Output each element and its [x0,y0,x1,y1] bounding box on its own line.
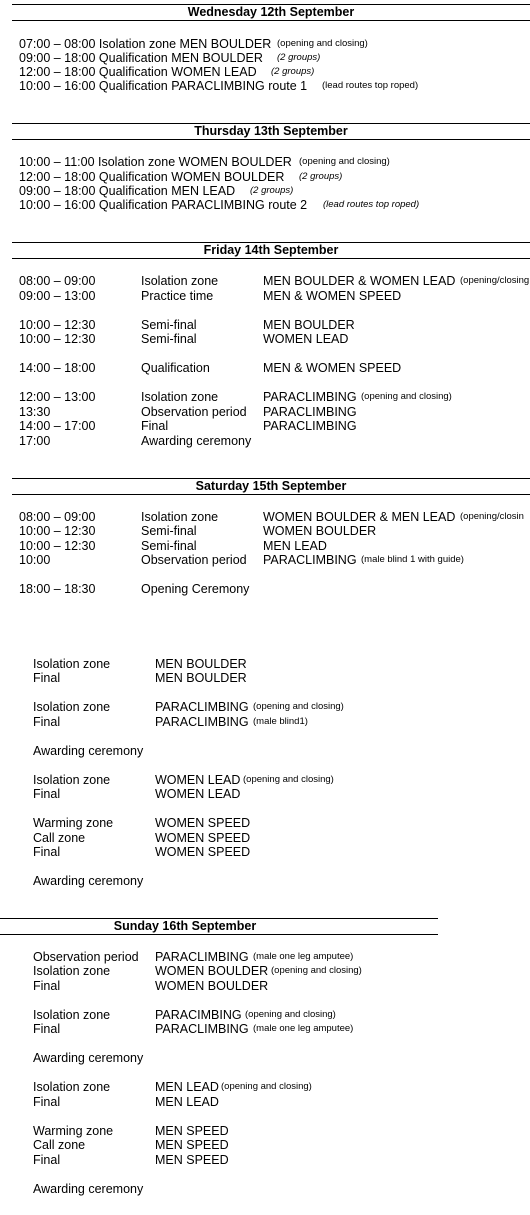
day-header-sunday [0,918,438,935]
day-title: Wednesday 12th September [187,5,355,19]
day-title: Saturday 15th September [195,479,347,493]
day-title: Friday 14th September [203,243,339,257]
day-header-friday [12,242,530,259]
day-title: Thursday 13th September [194,124,348,138]
day-header-wednesday [12,4,530,21]
day-header-thursday [12,123,530,140]
day-title: Sunday 16th September [113,919,257,933]
day-header-saturday [12,478,530,495]
